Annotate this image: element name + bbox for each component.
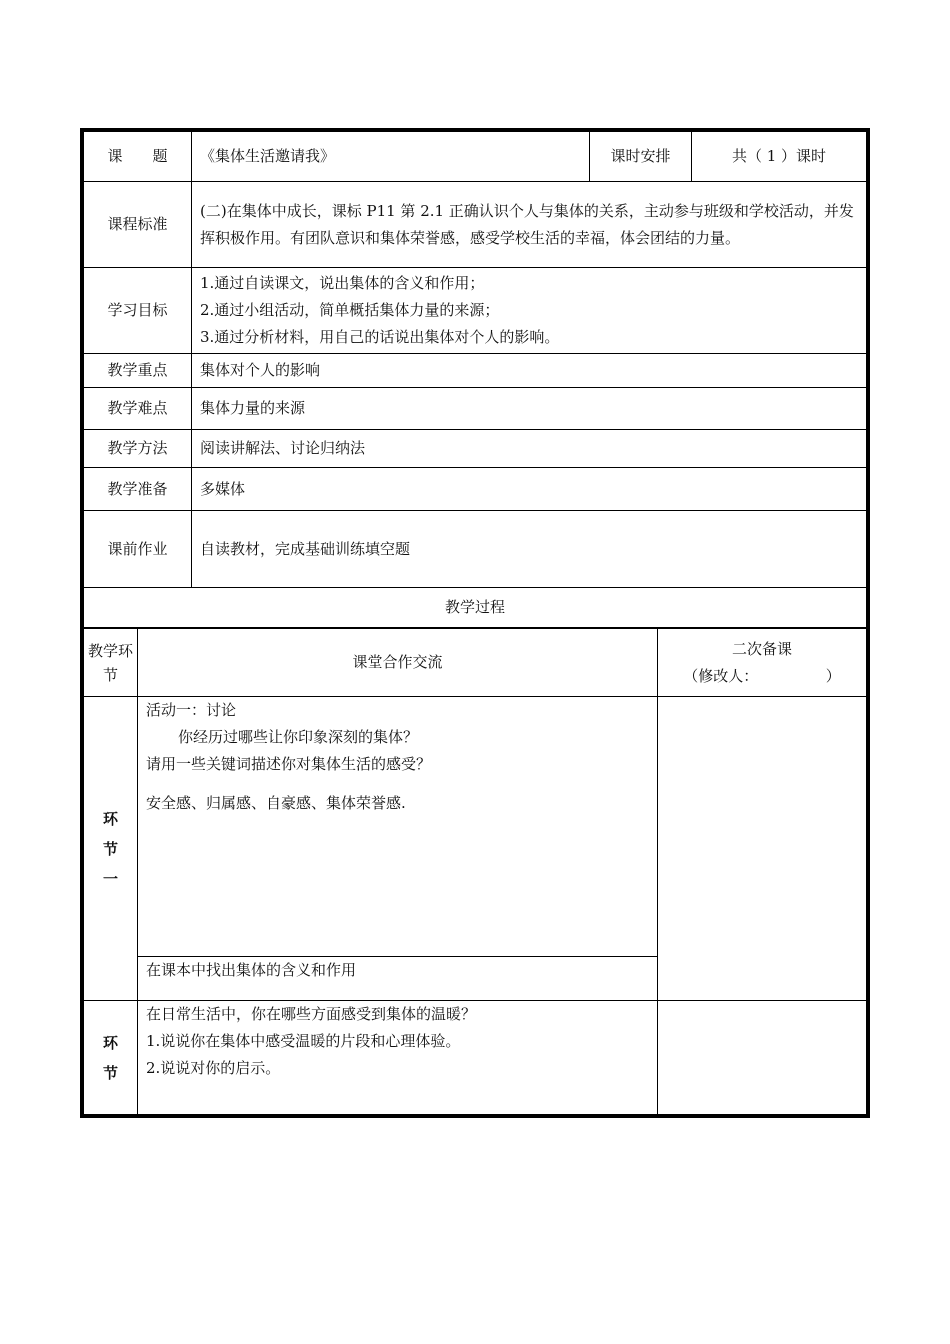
stage1-review-cell bbox=[658, 697, 867, 1001]
topic-row bbox=[84, 132, 867, 182]
prep-value: 多媒体 bbox=[192, 468, 867, 511]
goals-list bbox=[192, 268, 867, 354]
process-title-row bbox=[84, 588, 867, 628]
topic-value: 《集体生活邀请我》 bbox=[192, 132, 590, 182]
col-review-title: 二次备课 bbox=[731, 639, 792, 658]
stage1-question: 你经历过哪些让你印象深刻的集体？ bbox=[178, 728, 419, 746]
process-title: 教学过程 bbox=[84, 588, 867, 628]
homework-row bbox=[84, 511, 867, 588]
stage2-label-char: 环 bbox=[102, 1033, 118, 1052]
stage1-row bbox=[84, 697, 867, 957]
stage2-review-cell bbox=[658, 1001, 867, 1115]
standard-value: (二)在集体中成长，课标 P11 第 2.1 正确认识个人与集体的关系，主动参与班级和学校活动，并发挥积极作用。有团队意识和集体荣誉感，感受学校生活的幸福，体会团结的力量。 bbox=[192, 182, 867, 268]
standard-label: 课程标准 bbox=[84, 182, 192, 268]
difficulty-value: 集体力量的来源 bbox=[192, 388, 867, 430]
key-label: 教学重点 bbox=[84, 354, 192, 388]
stage1-activity-title: 活动一：讨论 bbox=[146, 701, 237, 719]
goal-item: 2.通过小组活动，简单概括集体力量的来源； bbox=[200, 301, 500, 319]
stage1-label-char: 环 bbox=[102, 809, 118, 828]
goals-row bbox=[84, 268, 867, 354]
lesson-plan-table-frame bbox=[80, 128, 870, 1118]
lesson-plan-sheet bbox=[80, 128, 870, 1118]
col-review-editor: （修改人： ） bbox=[683, 666, 841, 685]
lesson-plan-table bbox=[83, 131, 867, 628]
standard-row bbox=[84, 182, 867, 268]
prep-row bbox=[84, 468, 867, 511]
stage1-task: 在课本中找出集体的含义和作用 bbox=[138, 957, 658, 1001]
goals-label: 学习目标 bbox=[84, 268, 192, 354]
col-stage-header: 教学环节 bbox=[84, 629, 138, 697]
stage1-label-char: 一 bbox=[102, 869, 118, 888]
method-value: 阅读讲解法、讨论归纳法 bbox=[192, 430, 867, 468]
topic-label: 课 题 bbox=[84, 132, 192, 182]
stage2-intro: 在日常生活中，你在哪些方面感受到集体的温暖？ bbox=[146, 1005, 477, 1023]
key-value: 集体对个人的影响 bbox=[192, 354, 867, 388]
stage2-item: 1.说说你在集体中感受温暖的片段和心理体验。 bbox=[146, 1032, 461, 1050]
stage2-label bbox=[84, 1001, 138, 1115]
schedule-value: 共（ 1 ）课时 bbox=[692, 132, 867, 182]
stage2-activity bbox=[138, 1001, 658, 1115]
stage2-item: 2.说说对你的启示。 bbox=[146, 1059, 281, 1077]
goal-item: 3.通过分析材料，用自己的话说出集体对个人的影响。 bbox=[200, 328, 560, 346]
process-table bbox=[83, 628, 867, 1115]
stage1-activity bbox=[138, 697, 658, 957]
homework-label: 课前作业 bbox=[84, 511, 192, 588]
key-row bbox=[84, 354, 867, 388]
goal-item: 1.通过自读课文，说出集体的含义和作用； bbox=[200, 274, 485, 292]
spacer bbox=[146, 778, 649, 790]
col-activity-header: 课堂合作交流 bbox=[138, 629, 658, 697]
stage1-answer: 安全感、归属感、自豪感、集体荣誉感. bbox=[146, 794, 406, 812]
difficulty-label: 教学难点 bbox=[84, 388, 192, 430]
schedule-label: 课时安排 bbox=[590, 132, 692, 182]
homework-value: 自读教材，完成基础训练填空题 bbox=[192, 511, 867, 588]
process-header-row bbox=[84, 629, 867, 697]
stage1-label bbox=[84, 697, 138, 1001]
stage2-label-char: 节 bbox=[102, 1063, 118, 1082]
stage1-question: 请用一些关键词描述你对集体生活的感受？ bbox=[146, 755, 432, 773]
method-label: 教学方法 bbox=[84, 430, 192, 468]
difficulty-row bbox=[84, 388, 867, 430]
col-review-header bbox=[658, 629, 867, 697]
method-row bbox=[84, 430, 867, 468]
stage2-row bbox=[84, 1001, 867, 1115]
prep-label: 教学准备 bbox=[84, 468, 192, 511]
stage1-label-char: 节 bbox=[102, 839, 118, 858]
